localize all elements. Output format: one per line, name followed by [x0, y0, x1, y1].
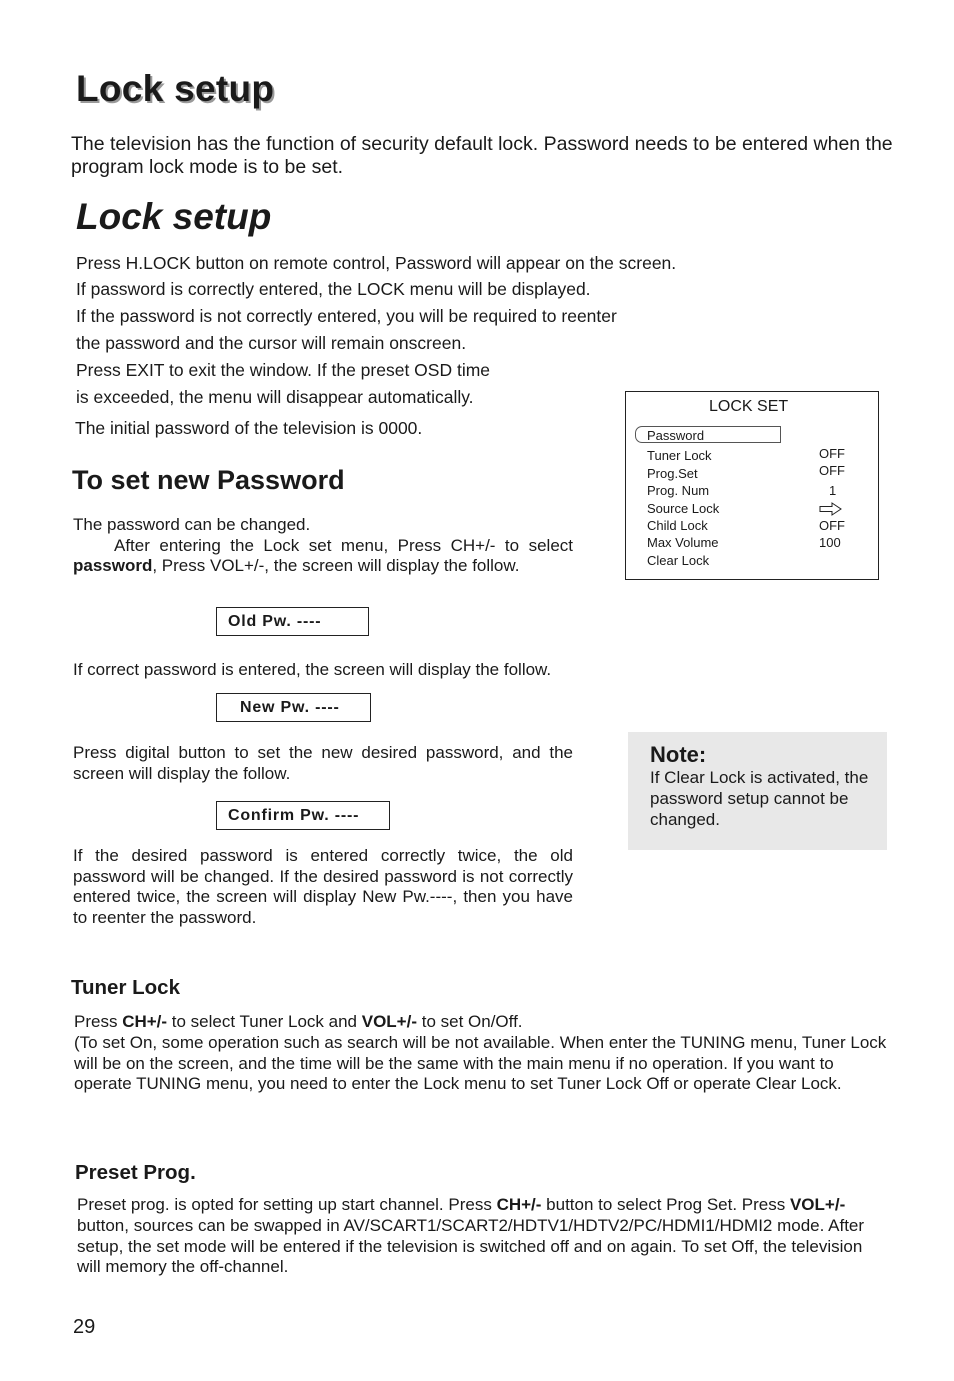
page-number: 29 — [73, 1316, 96, 1338]
note-text: If Clear Lock is activated, the password setup cannot be changed. — [650, 768, 869, 829]
value-prog-num: 1 — [829, 483, 837, 498]
bold-keyword: VOL+/- — [361, 1012, 417, 1031]
instruction-line: If the password is not correctly entered, you will be required to reenter — [76, 306, 617, 326]
text-span: Preset prog. is opted for setting up start channel. Press — [77, 1195, 497, 1214]
text-span: to set On/Off. — [417, 1012, 523, 1031]
text-span: , Press VOL+/-, the screen will display the follow. — [152, 556, 520, 575]
text-span: to select Tuner Lock and — [167, 1012, 362, 1031]
menu-item-clear-lock: Clear Lock — [647, 553, 710, 568]
page-title: Lock setup — [76, 68, 275, 109]
note-box — [628, 732, 887, 850]
section-title-lock-setup: Lock setup — [76, 196, 272, 237]
instruction-line: If password is correctly entered, the LOCK menu will be displayed. — [76, 279, 591, 299]
new-password-box: New Pw. ---- — [216, 693, 371, 722]
value-max-volume: 100 — [819, 535, 841, 550]
value-tuner-lock: OFF — [819, 446, 845, 461]
menu-item-prog-set: Prog.Set — [647, 466, 698, 481]
menu-item-tuner-lock: Tuner Lock — [647, 448, 712, 463]
menu-item-prog-num: Prog. Num — [647, 483, 710, 498]
tuner-lock-paragraph — [74, 1012, 894, 1095]
instruction-line: Press H.LOCK button on remote control, Password will appear on the screen. — [76, 253, 677, 273]
menu-item-source-lock: Source Lock — [647, 501, 720, 516]
note-title: Note: — [650, 742, 707, 767]
menu-item-max-volume: Max Volume — [647, 535, 719, 550]
paragraph-text: (To set On, some operation such as search will be not available. When enter the TUNING menu, Tuner Lock will be on the screen, and the time will be the same with the main menu if no operation. If you want to operate TUNING menu, you need to enter the Lock menu to set Tuner Lock Off or operate Clear Lock. — [74, 1032, 887, 1094]
intro-paragraph: The television has the function of security default lock. Password needs to be entered when the program lock mode is to be set. — [71, 133, 893, 178]
paragraph-text — [73, 536, 573, 577]
preset-prog-paragraph — [77, 1195, 877, 1278]
text-span: button, sources can be swapped in AV/SCART1/SCART2/HDTV1/HDTV2/PC/HDMI1/HDMI2 mode. After setup, the set mode will be entered if the television is switched off and on again. To set Off, the television will memory the off-channel. — [77, 1215, 865, 1277]
lock-set-title: LOCK SET — [709, 398, 789, 415]
new-password-paragraph-3: Press digital button to set the new desired password, and the screen will display the follow. — [73, 743, 573, 783]
old-password-box: Old Pw. ---- — [216, 607, 369, 636]
menu-item-child-lock: Child Lock — [647, 518, 708, 533]
text-span: After entering the Lock set menu, Press CH+/- to select — [114, 535, 573, 555]
new-password-paragraph-4: If the desired password is entered correctly twice, the old password will be changed. If the desired password is not correctly entered twice, the screen will display New Pw.----, then you have to reenter the password. — [73, 846, 573, 927]
tuner-lock-heading: Tuner Lock — [71, 976, 180, 999]
paragraph-line — [74, 1012, 894, 1033]
new-password-paragraph-1 — [73, 515, 573, 577]
text-span: Press — [74, 1012, 123, 1031]
initial-password-line: The initial password of the television is 0000. — [75, 418, 423, 438]
paragraph-line: The password can be changed. — [73, 515, 311, 534]
value-prog-set: OFF — [819, 463, 845, 478]
lock-set-menu — [625, 391, 879, 580]
value-child-lock: OFF — [819, 518, 845, 533]
menu-item-password: Password — [647, 428, 705, 443]
arrow-right-outline-icon — [819, 502, 843, 516]
bold-keyword: CH+/- — [496, 1195, 542, 1214]
bold-keyword: VOL+/- — [789, 1195, 846, 1214]
instruction-line: Press EXIT to exit the window. If the preset OSD time — [76, 360, 491, 380]
instruction-line: is exceeded, the menu will disappear automatically. — [76, 387, 474, 407]
instruction-line: the password and the cursor will remain onscreen. — [76, 333, 467, 353]
bold-keyword: CH+/- — [122, 1012, 168, 1031]
confirm-password-box: Confirm Pw. ---- — [216, 801, 390, 830]
bold-keyword: password — [73, 556, 153, 575]
new-password-heading: To set new Password — [72, 465, 345, 495]
text-span: button to select Prog Set. Press — [541, 1195, 790, 1214]
preset-prog-heading: Preset Prog. — [75, 1161, 196, 1184]
new-password-paragraph-2: If correct password is entered, the screen will display the follow. — [73, 660, 552, 679]
